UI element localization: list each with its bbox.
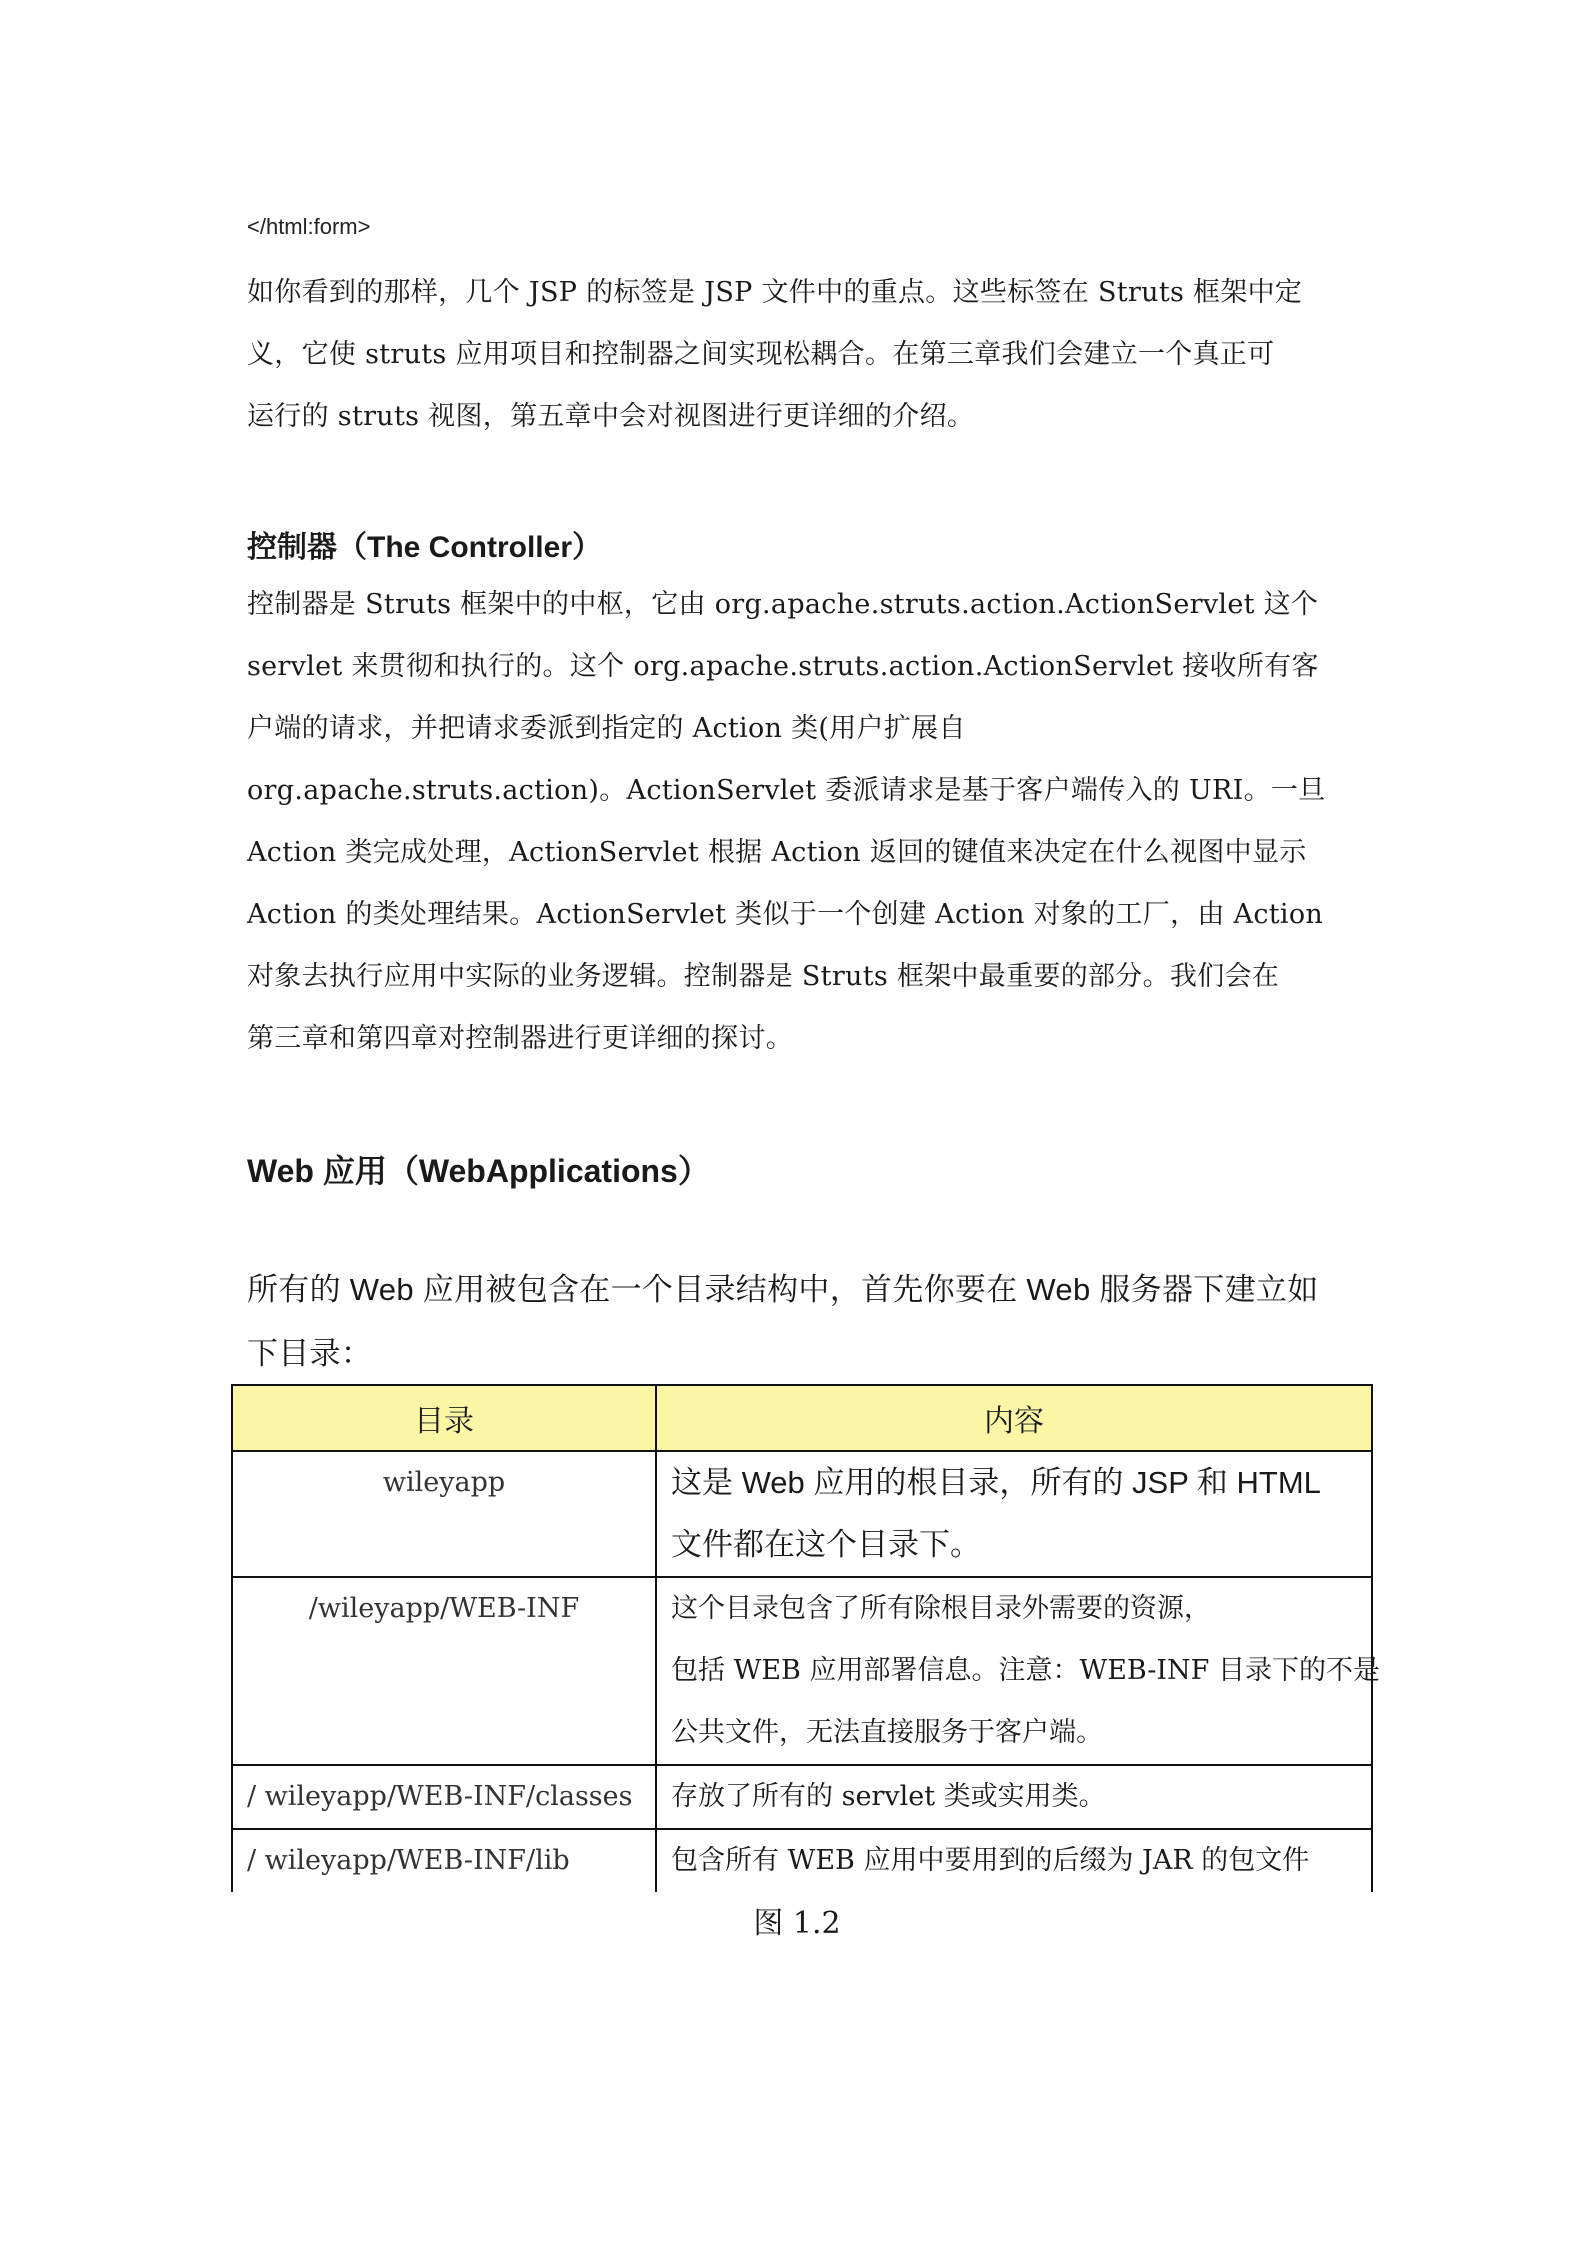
- text-line: 下目录：: [247, 1336, 373, 1371]
- content-cell: [656, 1765, 1372, 1829]
- text-line: 运行的 struts 视图，第五章中会对视图进行更详细的介绍。: [247, 401, 975, 432]
- table-row: [232, 1451, 1372, 1577]
- column-header-directory: 目录: [232, 1385, 656, 1451]
- intro-paragraph: [247, 262, 1367, 448]
- code-line: </html:form>: [247, 214, 371, 239]
- cell-line: 文件都在这个目录下。: [671, 1527, 981, 1562]
- cell-line: 这是 Web 应用的根目录，所有的 JSP 和 HTML: [671, 1465, 1321, 1500]
- text-line: 第三章和第四章对控制器进行更详细的探讨。: [247, 1023, 793, 1054]
- text-line: 如你看到的那样，几个 JSP 的标签是 JSP 文件中的重点。这些标签在 Struts 框架中定: [247, 277, 1303, 308]
- cell-line: 包含所有 WEB 应用中要用到的后缀为 JAR 的包文件: [671, 1845, 1310, 1876]
- table-header-row: [232, 1385, 1372, 1451]
- cell-line: 公共文件，无法直接服务于客户端。: [671, 1717, 1103, 1748]
- directory-cell: wileyapp: [232, 1451, 656, 1577]
- text-line: 义，它使 struts 应用项目和控制器之间实现松耦合。在第三章我们会建立一个真正可: [247, 339, 1275, 370]
- content-cell: [656, 1577, 1380, 1765]
- directory-cell: / wileyapp/WEB-INF/classes: [232, 1765, 656, 1829]
- directory-cell: / wileyapp/WEB-INF/lib: [232, 1829, 656, 1892]
- table-row: [232, 1765, 1372, 1829]
- controller-heading: 控制器（The Controller）: [247, 531, 603, 564]
- text-line: Action 类完成处理，ActionServlet 根据 Action 返回的键值来决定在什么视图中显示: [247, 837, 1307, 868]
- text-line: Action 的类处理结果。ActionServlet 类似于一个创建 Action 对象的工厂，由 Action: [247, 899, 1324, 930]
- text-line: servlet 来贯彻和执行的。这个 org.apache.struts.action.ActionServlet 接收所有客: [247, 651, 1319, 682]
- text-line: org.apache.struts.action)。ActionServlet 委派请求是基于客户端传入的 URI。一旦: [247, 775, 1326, 806]
- directory-cell: /wileyapp/WEB-INF: [232, 1577, 656, 1765]
- webapps-heading: Web 应用（WebApplications）: [247, 1153, 710, 1189]
- directory-table: [231, 1384, 1380, 1892]
- cell-line: 包括 WEB 应用部署信息。注意：WEB-INF 目录下的不是: [671, 1655, 1380, 1686]
- text-line: 户端的请求，并把请求委派到指定的 Action 类(用户扩展自: [247, 713, 966, 744]
- content-cell: [656, 1829, 1372, 1892]
- text-line: 对象去执行应用中实际的业务逻辑。控制器是 Struts 框架中最重要的部分。我们会在: [247, 961, 1280, 992]
- text-line: 所有的 Web 应用被包含在一个目录结构中，首先你要在 Web 服务器下建立如: [247, 1272, 1319, 1307]
- content-cell: [656, 1451, 1372, 1577]
- column-header-content: 内容: [656, 1385, 1372, 1451]
- table-row: [232, 1577, 1372, 1765]
- figure-caption: 图 1.2: [753, 1906, 841, 1941]
- cell-line: 这个目录包含了所有除根目录外需要的资源，: [671, 1593, 1211, 1624]
- webapps-paragraph: [247, 1258, 1367, 1386]
- table-row: [232, 1829, 1372, 1892]
- text-line: 控制器是 Struts 框架中的中枢，它由 org.apache.struts.action.ActionServlet 这个: [247, 589, 1319, 620]
- controller-paragraph: [247, 574, 1367, 1070]
- cell-line: 存放了所有的 servlet 类或实用类。: [671, 1781, 1106, 1812]
